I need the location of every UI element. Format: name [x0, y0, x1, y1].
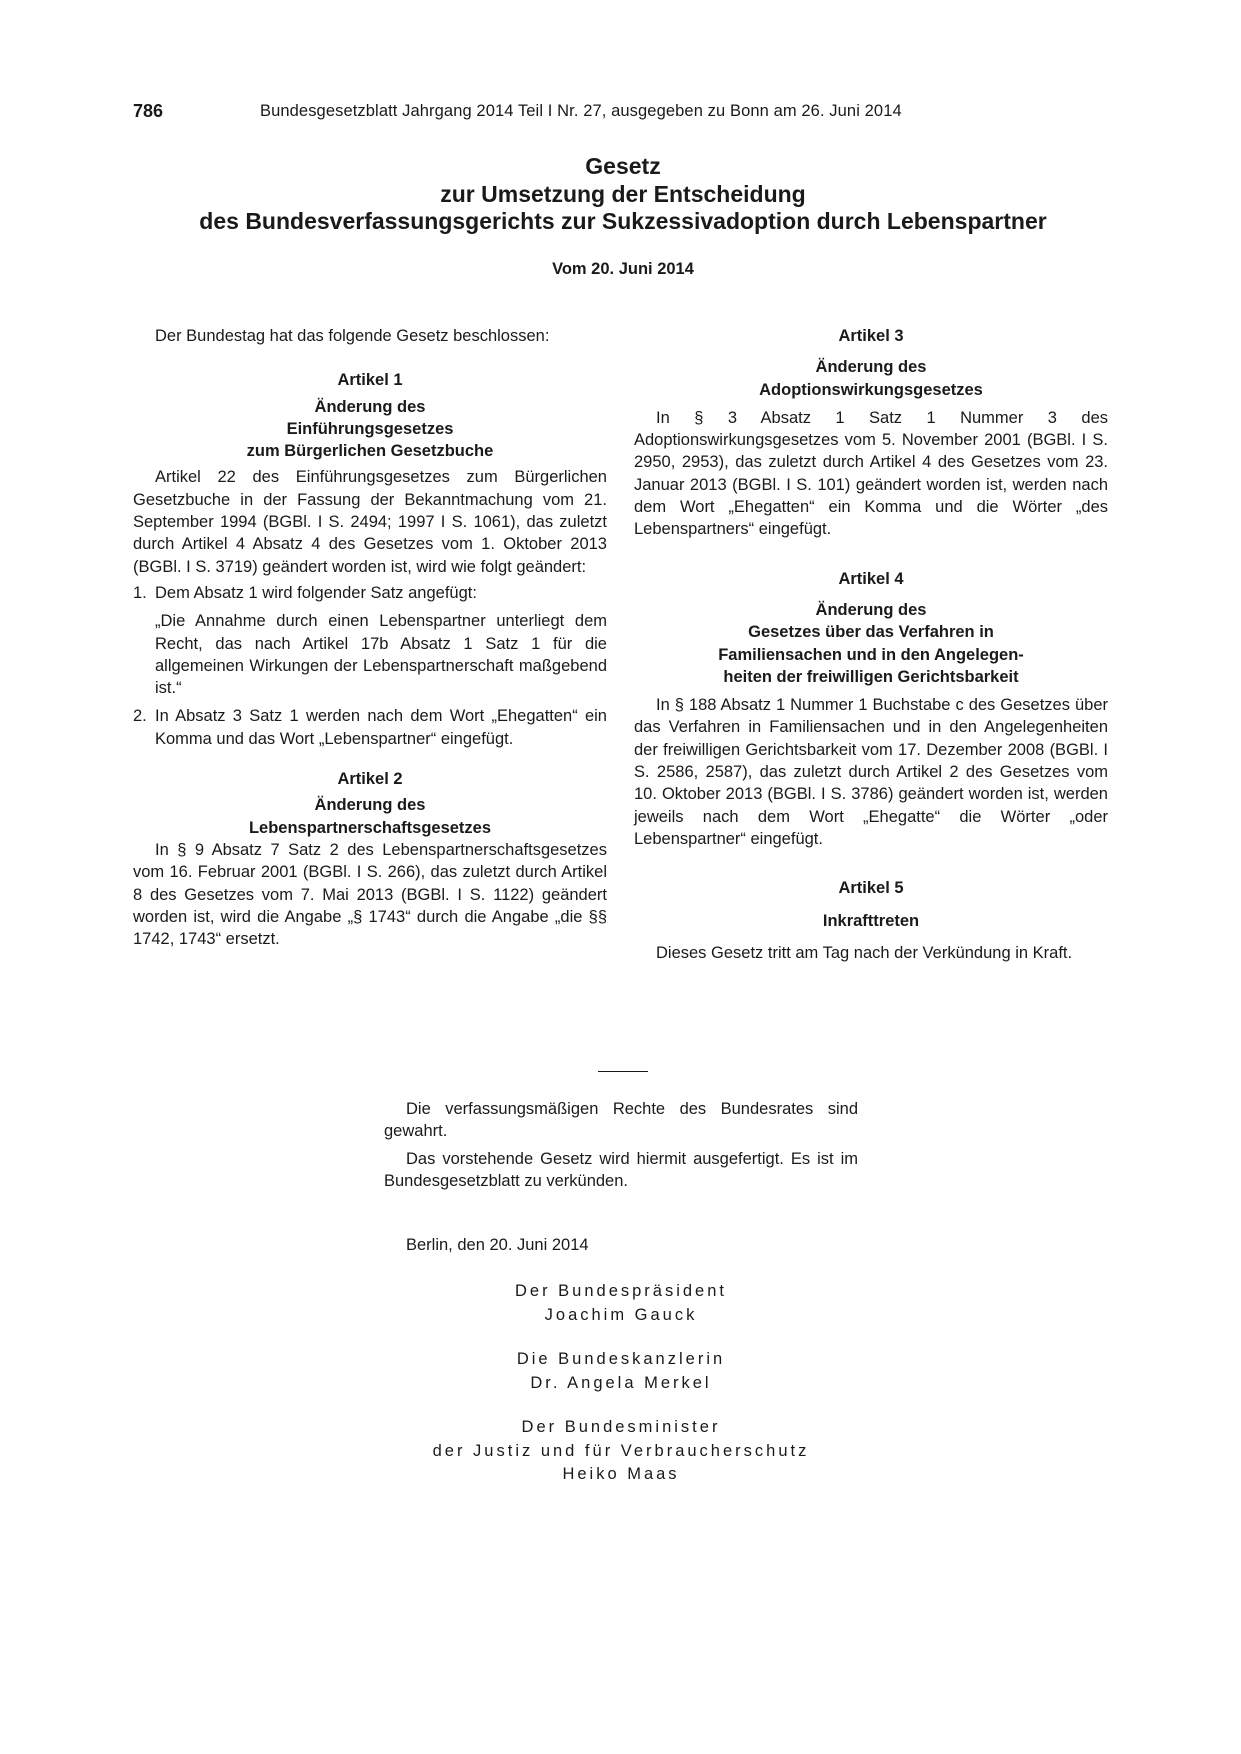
- article-4-title-line: Gesetzes über das Verfahren in: [748, 623, 994, 642]
- running-head: Bundesgesetzblatt Jahrgang 2014 Teil I Nr. 27, ausgegeben zu Bonn am 26. Juni 2014: [260, 102, 902, 120]
- page-header: [133, 101, 1113, 125]
- list-item: [133, 582, 607, 604]
- signatory-office: der Justiz und für Verbraucherschutz: [432, 1441, 810, 1460]
- article-1-title-line: Einführungsgesetzes: [286, 419, 454, 438]
- signatory-3: [384, 1416, 858, 1487]
- list-item: [133, 705, 607, 750]
- article-4-title-line: heiten der freiwilligen Gerichtsbarkeit: [723, 667, 1019, 686]
- article-1-number: Artikel 1: [337, 371, 403, 390]
- signatory-name: Heiko Maas: [562, 1465, 680, 1483]
- place-date-block: [384, 1234, 858, 1256]
- list-item-number: 2.: [133, 707, 147, 726]
- right-column: [634, 325, 1108, 964]
- article-1-intro: Artikel 22 des Einführungsgesetzes zum Bürgerlichen Gesetzbuche in der Fassung der Bekanntmachung vom 21. September 1994 (BGBl. I S. 2494; 1997 I S. 1061), das zuletzt durch Artikel 4 Absatz 4 des Gesetzes vom 1. Oktober 2013 (BGBl. I S. 3719) geändert worden ist, wird wie folgt geändert:: [133, 468, 607, 576]
- article-3-title-line: Änderung des: [815, 358, 927, 377]
- signatory-office: Der Bundespräsident: [514, 1282, 727, 1300]
- page-number: 786: [133, 101, 164, 121]
- execution-statement: Das vorstehende Gesetz wird hiermit ausgefertigt. Es ist im Bundesgesetzblatt zu verkünden.: [384, 1149, 858, 1190]
- article-4-title-line: Änderung des: [815, 600, 927, 619]
- list-item-text: In Absatz 3 Satz 1 werden nach dem Wort „Ehegatten“ ein Komma und das Wort „Lebenspartner“ eingefügt.: [155, 707, 607, 748]
- article-3-text: In § 3 Absatz 1 Satz 1 Nummer 3 des Adoptionswirkungsgesetzes vom 5. November 2001 (BGBl. I S. 2950, 2953), das zuletzt durch Artikel 4 des Gesetzes vom 23. Januar 2013 (BGBl. I S. 101) geändert worden ist, werden nach dem Wort „Ehegatten“ ein Komma und die Wörter „des Lebenspartners“ eingefügt.: [634, 408, 1108, 539]
- quoted-sentence: „Die Annahme durch einen Lebenspartner unterliegt dem Recht, das nach Artikel 17b Absatz 1 Satz 1 für die allgemeinen Wirkungen der Lebenspartnerschaft maßgebend ist.“: [155, 612, 607, 698]
- title-line-1: Gesetz: [585, 153, 661, 179]
- separator-rule: [598, 1071, 648, 1072]
- list-item-number: 1.: [133, 583, 147, 602]
- title-line-3: des Bundesverfassungsgerichts zur Sukzessivadoption durch Lebenspartner: [199, 208, 1047, 234]
- article-2-number: Artikel 2: [337, 770, 403, 789]
- article-4-number: Artikel 4: [838, 569, 904, 588]
- title-line-2: zur Umsetzung der Entscheidung: [440, 180, 806, 207]
- signatory-office: Der Bundesminister: [521, 1418, 721, 1436]
- left-column: [133, 325, 607, 950]
- signatory-1: [384, 1280, 858, 1327]
- article-4-title-line: Familiensachen und in den Angelegen-: [718, 645, 1024, 664]
- place-date: Berlin, den 20. Juni 2014: [406, 1236, 589, 1254]
- article-1-title-line: Änderung des: [314, 397, 426, 416]
- closing-block: [384, 1098, 858, 1192]
- law-title: [133, 153, 1113, 236]
- law-date: Vom 20. Juni 2014: [552, 260, 694, 278]
- signatory-name: Dr. Angela Merkel: [530, 1373, 712, 1392]
- signatory-2: [384, 1348, 858, 1395]
- article-2-text: In § 9 Absatz 7 Satz 2 des Lebenspartnerschaftsgesetzes vom 16. Februar 2001 (BGBl. I S. 266), das zuletzt durch Artikel 8 des Gesetzes vom 7. Mai 2013 (BGBl. I S. 1122) geändert worden ist, wird die Angabe „§ 1743“ durch die Angabe „die §§ 1742, 1743“ ersetzt.: [133, 840, 607, 949]
- signatory-office: Die Bundeskanzlerin: [516, 1350, 726, 1368]
- article-5-title: Inkrafttreten: [822, 911, 920, 930]
- rights-statement: Die verfassungsmäßigen Rechte des Bundesrates sind gewahrt.: [384, 1100, 858, 1141]
- article-2-title-line: Änderung des: [314, 796, 426, 815]
- article-2-title-line: Lebenspartnerschaftsgesetzes: [248, 818, 492, 837]
- list-item-text: Dem Absatz 1 wird folgender Satz angefügt:: [155, 583, 477, 602]
- article-3-title-line: Adoptionswirkungsgesetzes: [759, 380, 983, 399]
- article-1-title-line: zum Bürgerlichen Gesetzbuche: [246, 442, 494, 461]
- article-3-number: Artikel 3: [838, 327, 904, 345]
- article-5-text: Dieses Gesetz tritt am Tag nach der Verkündung in Kraft.: [656, 943, 1073, 962]
- preamble: Der Bundestag hat das folgende Gesetz beschlossen:: [155, 327, 550, 345]
- signatory-name: Joachim Gauck: [544, 1305, 698, 1324]
- article-4-text: In § 188 Absatz 1 Nummer 1 Buchstabe c des Gesetzes über das Verfahren in Familiensachen und in den Angelegenheiten der freiwilligen Gerichtsbarkeit vom 17. Dezember 2008 (BGBl. I S. 2586, 2587), das zuletzt durch Artikel 2 des Gesetzes vom 10. Oktober 2013 (BGBl. I S. 3786) geändert worden ist, werden jeweils nach dem Wort „Ehegatte“ die Wörter „oder Lebenspartner“ eingefügt.: [634, 696, 1108, 848]
- article-5-number: Artikel 5: [838, 879, 904, 898]
